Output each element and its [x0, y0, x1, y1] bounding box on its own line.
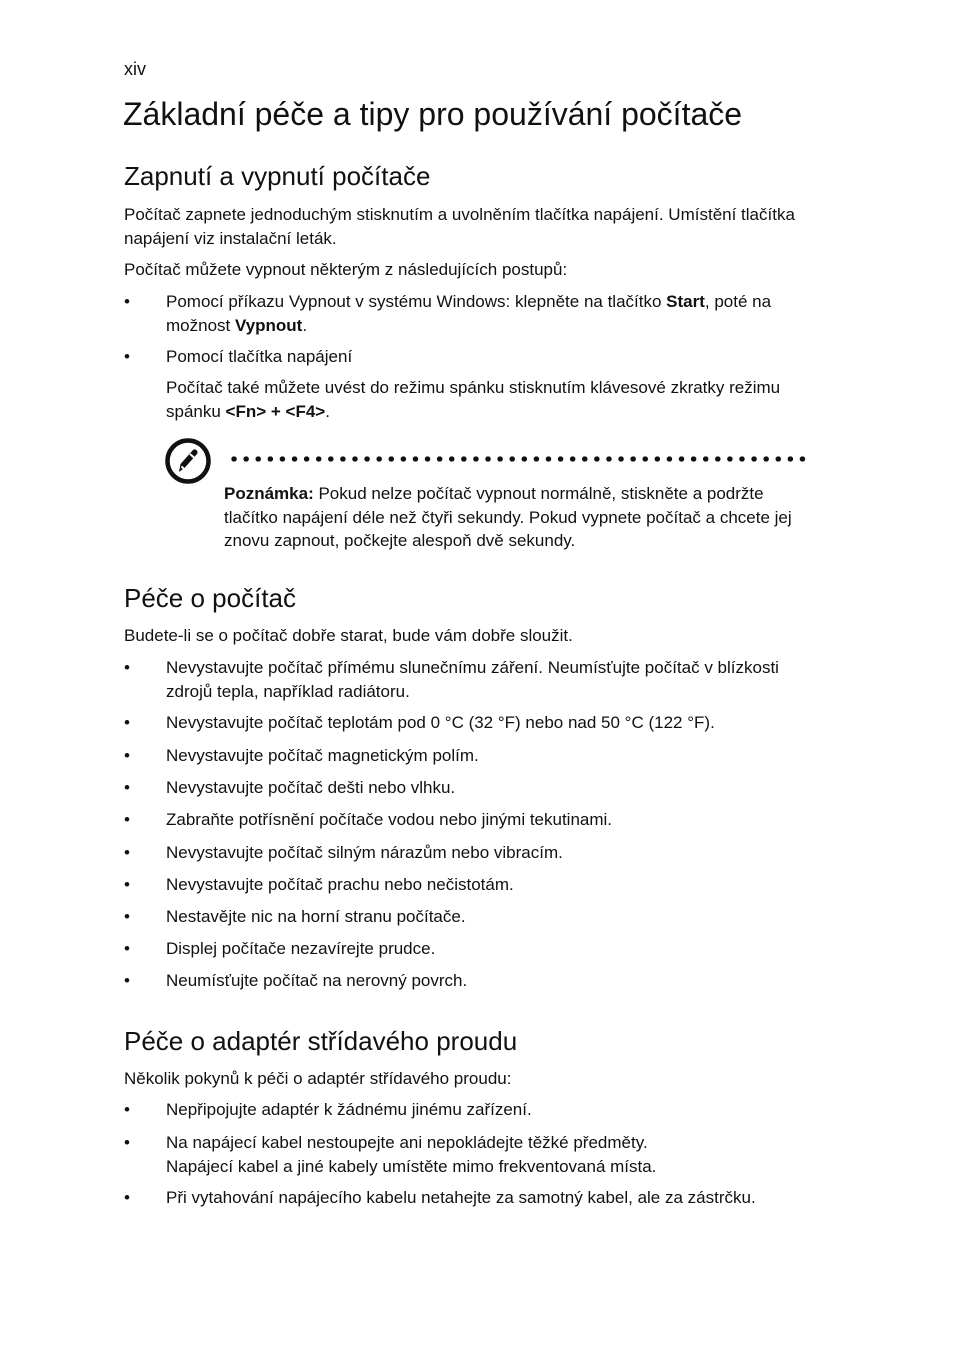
paragraph-power-intro: Počítač zapnete jednoduchým stisknutím a uvolněním tlačítka napájení. Umístění tlačítka napájení viz instalační leták.: [124, 205, 795, 248]
bullet: •: [124, 810, 130, 829]
bullet: •: [124, 907, 130, 926]
bullet: •: [124, 1133, 130, 1152]
note-text: Poznámka: Pokud nelze počítač vypnout normálně, stiskněte a podržte tlačítko napájení déle než čtyři sekundy. Pokud vypnete počítač a chcete jej znovu zapnout, počkejte alespoň dvě sekundy.: [224, 484, 792, 550]
bullet: •: [124, 1188, 130, 1207]
list-item-text: Nevystavujte počítač silným nárazům nebo vibracím.: [166, 843, 563, 862]
paragraph-power-intro2: Počítač můžete vypnout některým z následujících postupů:: [124, 260, 568, 279]
bullet: •: [124, 778, 130, 797]
list-item-text: Nevystavujte počítač přímému slunečnímu záření. Neumísťujte počítač v blízkosti zdrojů tepla, například radiátoru.: [166, 658, 779, 701]
bullet: •: [124, 713, 130, 732]
bullet: •: [124, 971, 130, 990]
list-item-text: Nevystavujte počítač prachu nebo nečistotám.: [166, 875, 514, 894]
page-number: xiv: [124, 59, 146, 79]
section-heading-power: Zapnutí a vypnutí počítače: [124, 161, 431, 191]
note-pen-icon: [164, 437, 212, 485]
list-item-text: Pomocí příkazu Vypnout v systému Windows: klepněte na tlačítko Start, poté na možnost Vypnout.: [166, 292, 772, 335]
list-item-text: Při vytahování napájecího kabelu netahejte za samotný kabel, ale za zástrčku.: [166, 1188, 756, 1207]
list-item-text: Nevystavujte počítač dešti nebo vlhku.: [166, 778, 456, 797]
bullet: •: [124, 292, 130, 311]
note-divider: [228, 456, 810, 462]
list-item-text: Pomocí tlačítka napájení: [166, 347, 353, 366]
list-item-text: Zabraňte potřísnění počítače vodou nebo jinými tekutinami.: [166, 810, 613, 829]
list-item-text: Nevystavujte počítač teplotám pod 0 °C (32 °F) nebo nad 50 °C (122 °F).: [166, 713, 715, 732]
list-item-text: Nepřipojujte adaptér k žádnému jinému zařízení.: [166, 1100, 532, 1119]
list-item-text: Nevystavujte počítač magnetickým polím.: [166, 746, 479, 765]
paragraph-adapter-intro: Několik pokynů k péči o adaptér střídavého proudu:: [124, 1069, 512, 1088]
bullet: •: [124, 347, 130, 366]
paragraph-sleep: Počítač také můžete uvést do režimu spánku stisknutím klávesové zkratky režimu spánku <Fn> + <F4>.: [166, 378, 781, 421]
list-item-text: Nestavějte nic na horní stranu počítače.: [166, 907, 466, 926]
list-item-text: Displej počítače nezavírejte prudce.: [166, 939, 436, 958]
bullet: •: [124, 658, 130, 677]
paragraph-care-intro: Budete-li se o počítač dobře starat, bude vám dobře sloužit.: [124, 626, 573, 645]
bullet: •: [124, 875, 130, 894]
section-heading-adapter: Péče o adaptér střídavého proudu: [124, 1026, 518, 1056]
list-item-text: Na napájecí kabel nestoupejte ani nepokládejte těžké předměty. Napájecí kabel a jiné kabely umístěte mimo frekventovaná místa.: [166, 1133, 657, 1176]
bullet: •: [124, 843, 130, 862]
list-item-text: Neumísťujte počítač na nerovný povrch.: [166, 971, 468, 990]
bullet: •: [124, 939, 130, 958]
bullet: •: [124, 1100, 130, 1119]
bullet: •: [124, 746, 130, 765]
section-heading-care: Péče o počítač: [124, 583, 296, 613]
page-title: Základní péče a tipy pro používání počítače: [123, 96, 743, 132]
